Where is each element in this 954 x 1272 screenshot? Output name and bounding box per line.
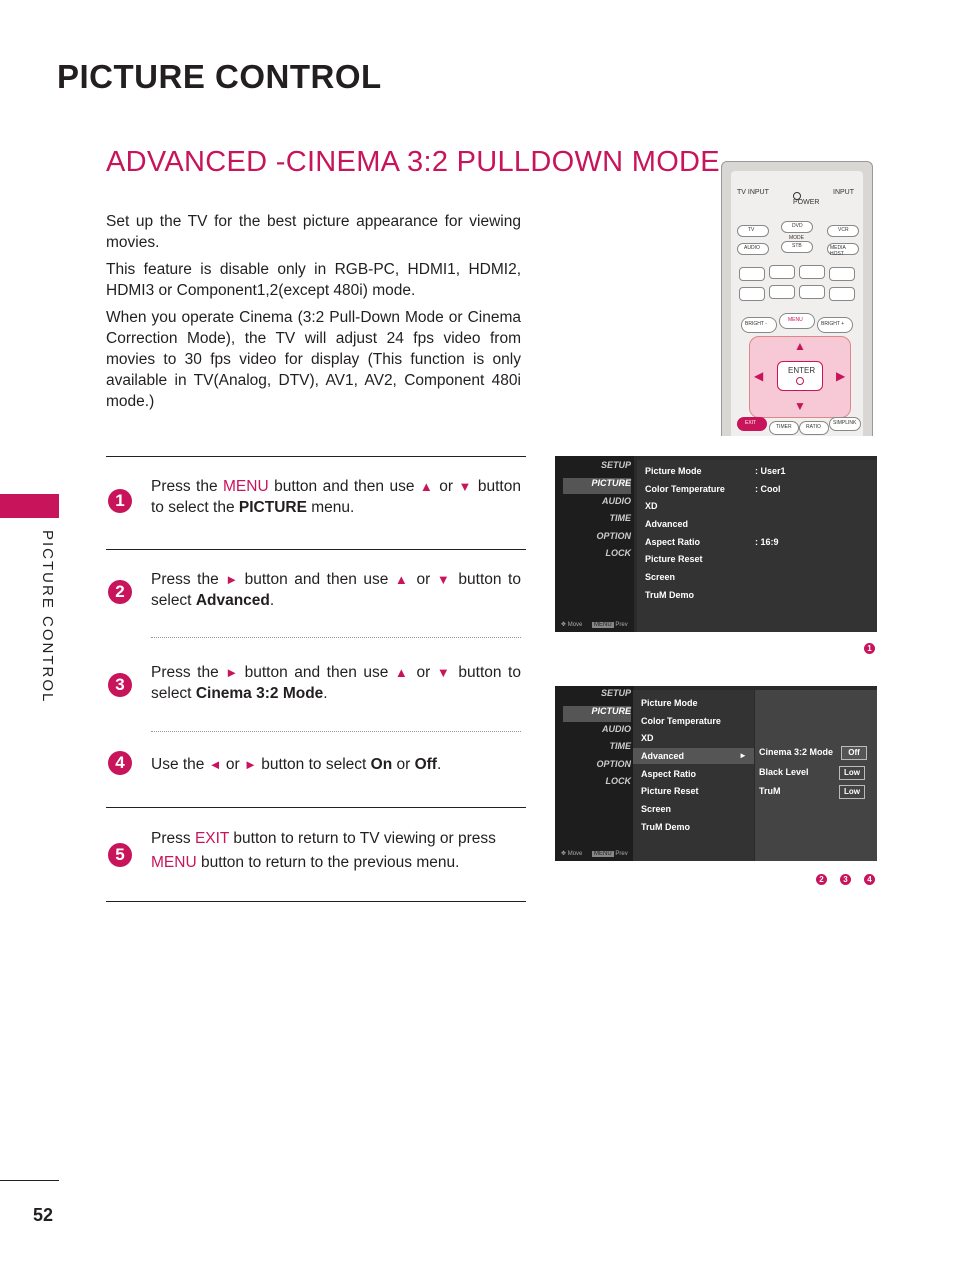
osd-item: Screen — [645, 572, 676, 582]
osd-item: TruM Demo — [645, 590, 695, 600]
osd-side-item: SETUP — [600, 688, 631, 698]
osd-sub-item: Black Level — [759, 767, 809, 777]
skip-forward-button — [829, 287, 855, 301]
dotted-divider — [151, 637, 521, 638]
down-arrow-icon: ▼ — [458, 479, 473, 494]
osd-side-item: AUDIO — [602, 724, 631, 734]
osd-side-item: LOCK — [605, 776, 631, 786]
osd-sub-value: Low — [839, 785, 865, 799]
osd-sidebar — [555, 456, 634, 632]
right-arrow-icon: ► — [244, 757, 257, 772]
right-arrow-icon: ▶ — [836, 369, 846, 383]
divider — [106, 901, 526, 902]
simplink-button: SIMPLINK — [829, 417, 861, 431]
enter-button: ENTER — [777, 361, 823, 391]
page-title: PICTURE CONTROL — [57, 58, 382, 95]
section-title: ADVANCED -CINEMA 3:2 PULLDOWN MODE — [106, 146, 720, 178]
step-badge: 3 — [840, 874, 851, 885]
intro-paragraph: Set up the TV for the best picture appearance for viewing movies. — [106, 213, 521, 251]
up-arrow-icon: ▲ — [394, 572, 410, 587]
side-tab-label: PICTURE CONTROL — [39, 530, 56, 704]
osd-item: Picture Mode — [645, 466, 702, 476]
osd-item: XD — [645, 501, 658, 511]
media-host-button: MEDIA HOST — [827, 243, 859, 255]
move-icon: ✥ — [561, 851, 567, 857]
step-number: 3 — [108, 673, 132, 697]
osd-panel — [637, 460, 877, 632]
record-button — [829, 267, 855, 281]
move-icon: ✥ — [561, 622, 567, 628]
osd-sub-value: Low — [839, 766, 865, 780]
step-number: 4 — [108, 751, 132, 775]
step-badge: 1 — [864, 643, 875, 654]
down-arrow-icon: ▼ — [436, 665, 452, 680]
osd-sub-value: Off — [841, 746, 867, 760]
up-arrow-icon: ▲ — [394, 665, 410, 680]
left-arrow-icon: ◄ — [208, 757, 222, 772]
divider — [106, 807, 526, 808]
stop-button — [739, 267, 765, 281]
osd-submenu — [755, 690, 877, 861]
osd-sub-item: TruM — [759, 786, 781, 796]
osd-item: Color Temperature — [645, 484, 725, 494]
osd-side-item: PICTURE — [563, 706, 631, 722]
osd-item: TruM Demo — [641, 822, 691, 832]
osd-side-item: TIME — [609, 513, 631, 523]
rewind-button — [769, 285, 795, 299]
osd-sidebar — [555, 686, 634, 861]
osd-menu-picture — [555, 456, 877, 632]
osd-item: Picture Reset — [645, 554, 703, 564]
remote-label: MODE — [789, 235, 804, 241]
osd-value: : 16:9 — [755, 537, 779, 547]
osd-side-item: OPTION — [596, 531, 631, 541]
up-arrow-icon: ▲ — [794, 339, 806, 353]
osd-nav-hint: ✥ Move MENU Prev — [561, 622, 628, 628]
navigation-pad — [749, 336, 851, 418]
remote-control-illustration — [721, 161, 873, 436]
remote-label: TV INPUT — [737, 189, 769, 196]
audio-button: AUDIO — [737, 243, 769, 255]
step-badge: 2 — [816, 874, 827, 885]
osd-side-item: TIME — [609, 741, 631, 751]
menu-button: MENU — [779, 313, 815, 329]
ratio-button: RATIO — [799, 421, 829, 435]
right-arrow-icon: ► — [739, 751, 747, 760]
osd-nav-hint: ✥ Move MENU Prev — [561, 851, 628, 857]
stb-button: STB — [781, 241, 813, 253]
step-number: 2 — [108, 580, 132, 604]
step-number: 1 — [108, 489, 132, 513]
enter-dot-icon — [796, 377, 804, 385]
step-4-text: Use the ◄ or ► button to select On or Off. — [151, 756, 442, 773]
osd-item: Color Temperature — [641, 716, 721, 726]
up-arrow-icon: ▲ — [419, 479, 434, 494]
dvd-button: DVD — [781, 221, 813, 233]
step-3-text: Press the ► button and then use ▲ or ▼ button to select Cinema 3:2 Mode. — [151, 664, 521, 702]
osd-sub-item: Cinema 3:2 Mode — [759, 747, 834, 757]
osd-item: Aspect Ratio — [641, 769, 697, 779]
divider — [106, 456, 526, 457]
bright-minus-button: BRIGHT - — [741, 317, 777, 333]
side-tab-marker — [0, 494, 59, 518]
remote-label: POWER — [793, 199, 820, 206]
vcr-button: VCR — [827, 225, 859, 237]
step-2-text: Press the ► button and then use ▲ or ▼ button to select Advanced. — [151, 571, 521, 609]
osd-side-item: PICTURE — [563, 478, 631, 494]
osd-side-item: AUDIO — [602, 496, 631, 506]
left-arrow-icon: ◀ — [754, 369, 764, 383]
osd-side-item: SETUP — [600, 460, 631, 470]
bright-plus-button: BRIGHT + — [817, 317, 853, 333]
intro-paragraph: When you operate Cinema (3:2 Pull-Down Mode or Cinema Correction Mode), the TV will adjust 24 fps video from movies to 30 fps video for display (This function is only available in TV(Analog, DTV), AV1, AV2, Component 480i mode.) — [106, 309, 521, 410]
timer-button: TIMER — [769, 421, 799, 435]
osd-side-item: OPTION — [596, 759, 631, 769]
osd-item: Picture Reset — [641, 786, 699, 796]
osd-item: Screen — [641, 804, 672, 814]
osd-value: : User1 — [755, 466, 786, 476]
osd-panel — [633, 690, 754, 861]
step-badge: 4 — [864, 874, 875, 885]
power-icon — [793, 192, 801, 200]
down-arrow-icon: ▼ — [794, 399, 806, 413]
remote-label: INPUT — [833, 189, 854, 196]
right-arrow-icon: ► — [225, 572, 239, 587]
tv-button: TV — [737, 225, 769, 237]
fast-forward-button — [799, 285, 825, 299]
osd-item: XD — [641, 733, 654, 743]
dotted-divider — [151, 731, 521, 732]
right-arrow-icon: ► — [225, 665, 239, 680]
osd-menu-advanced — [555, 686, 877, 861]
divider — [106, 549, 526, 550]
page-number: 52 — [33, 1205, 54, 1225]
exit-button: EXIT — [737, 417, 767, 431]
down-arrow-icon: ▼ — [436, 572, 452, 587]
intro-paragraph: This feature is disable only in RGB-PC, HDMI1, HDMI2, HDMI3 or Component1,2(except 480i) mode. — [106, 261, 521, 299]
osd-item: Aspect Ratio — [645, 537, 701, 547]
osd-value: : Cool — [755, 484, 781, 494]
osd-item: Picture Mode — [641, 698, 698, 708]
play-button — [769, 265, 795, 279]
pause-button — [799, 265, 825, 279]
osd-item: Advanced — [645, 519, 689, 529]
intro-text — [106, 211, 521, 418]
skip-back-button — [739, 287, 765, 301]
footer-rule — [0, 1180, 59, 1181]
step-5-text: Press EXIT button to return to TV viewing or press MENU button to return to the previous menu. — [151, 830, 496, 871]
step-1-text: Press the MENU button and then use ▲ or ▼ button to select the PICTURE menu. — [151, 478, 521, 516]
osd-item-selected: Advanced — [641, 751, 685, 761]
osd-side-item: LOCK — [605, 548, 631, 558]
step-number: 5 — [108, 843, 132, 867]
